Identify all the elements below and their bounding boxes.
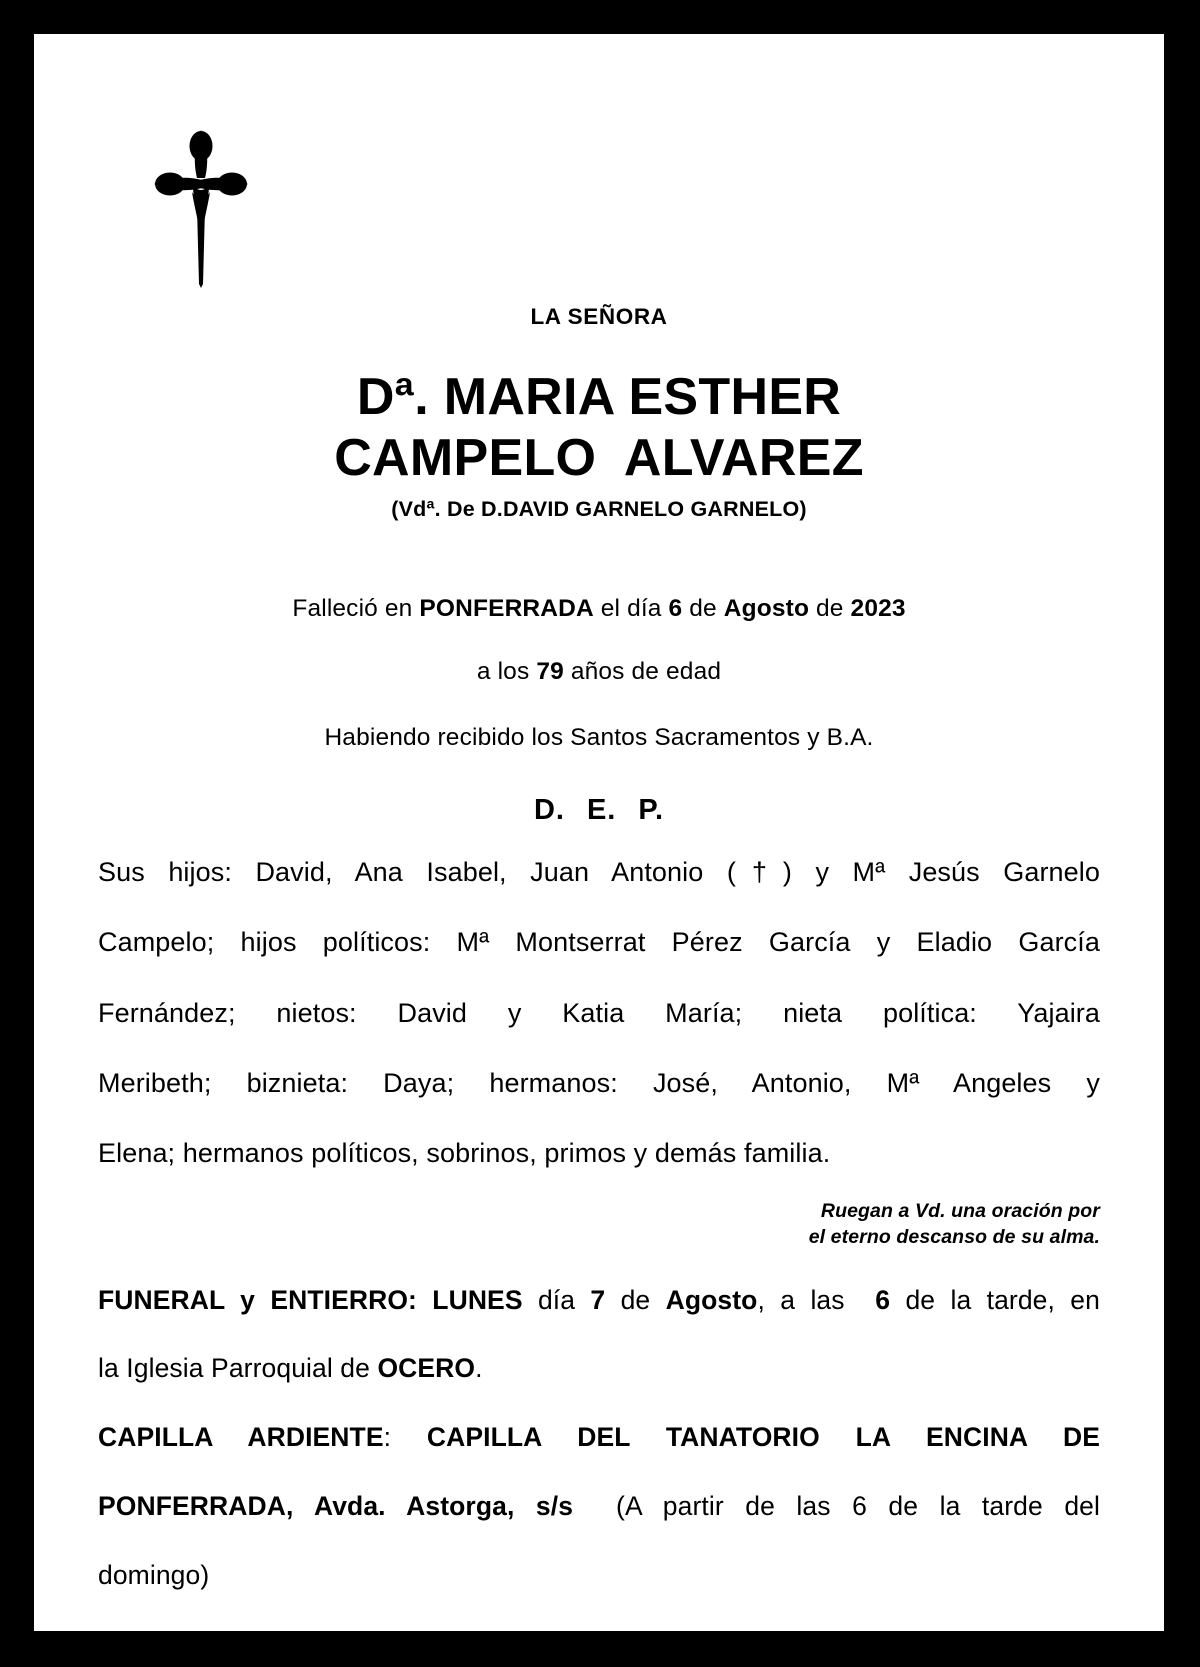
church-suffix: . — [475, 1353, 483, 1384]
mourning-house-value: PONFERRADA — [323, 1628, 517, 1659]
prayer-line-2: el eterno descanso de su alma. — [808, 1225, 1100, 1248]
dep-e: E. — [586, 794, 617, 827]
funeral-day: 7 — [590, 1284, 606, 1315]
family-line: Meribeth; biznieta: Daya; hermanos: José, Antonio, Mª Angeles y — [98, 1067, 1100, 1098]
chapel-block — [98, 1420, 1100, 1592]
death-date-line — [98, 521, 1100, 622]
cross-of-saint-james-icon — [146, 122, 256, 292]
family-line: Elena; hermanos políticos, sobrinos, primos y demás familia. — [98, 1137, 831, 1168]
mourning-house-label: CASA DOLIENTE: — [98, 1628, 324, 1659]
dep-p: P. — [638, 794, 665, 827]
funeral-block — [98, 1283, 1100, 1386]
family-line: Sus hijos: David, Ana Isabel, Juan Antonio (†) y Mª Jesús Garnelo — [98, 857, 1100, 888]
age-value: 79 — [536, 658, 564, 686]
death-year: 2023 — [850, 594, 906, 622]
church-name: OCERO — [377, 1353, 476, 1384]
sacraments-line: Habiendo recibido los Santos Sacramentos y B.A. — [324, 723, 874, 751]
family-line: Campelo; hijos políticos: Mª Montserrat Pérez García y Eladio García — [98, 927, 1100, 958]
deceased-name — [98, 367, 1100, 490]
family-paragraph — [98, 855, 1100, 1171]
death-month: Agosto — [723, 594, 810, 622]
funeral-day-prefix: día — [522, 1284, 591, 1315]
funeral-line-1 — [98, 1283, 1100, 1352]
death-day: 6 — [668, 594, 683, 622]
chapel-venue: CAPILLA DEL TANATORIO LA ENCINA DE — [426, 1421, 1100, 1452]
died-mid: el día — [593, 594, 669, 622]
age-suffix: años de edad — [563, 658, 722, 686]
age-prefix: a los — [476, 658, 537, 686]
funeral-month: Agosto — [665, 1284, 758, 1315]
deceased-name-line-2: CAMPELO ALVAREZ — [334, 428, 864, 487]
deceased-name-line-1: Dª. MARIA ESTHER — [356, 367, 842, 426]
chapel-line-1 — [98, 1420, 1100, 1489]
death-details-block — [98, 521, 1100, 826]
dep-d: D. — [533, 794, 565, 827]
chapel-line-3: domingo) — [98, 1559, 210, 1590]
prayer-line-1: Ruegan a Vd. una oración por — [820, 1200, 1100, 1223]
funeral-time: 6 — [875, 1284, 891, 1315]
funeral-time-suffix: de la tarde, en — [890, 1284, 1100, 1315]
funeral-line-2 — [98, 1351, 1100, 1385]
chapel-label-sep: : — [383, 1421, 427, 1452]
black-border-frame — [12, 12, 1186, 1659]
prayer-request — [98, 1199, 1100, 1250]
died-prefix: Falleció en — [292, 594, 420, 622]
died-month-sep: de — [682, 594, 724, 622]
chapel-line-2 — [98, 1489, 1100, 1558]
chapel-note: (A partir de las 6 de la tarde del — [573, 1490, 1100, 1521]
family-line: Fernández; nietos: David y Katia María; nieta política: Yajaira — [98, 997, 1100, 1028]
died-year-sep: de — [809, 594, 851, 622]
mourning-house-block — [98, 1626, 1100, 1660]
death-place: PONFERRADA — [419, 594, 594, 622]
funeral-time-prefix: , a las — [757, 1284, 876, 1315]
chapel-label: CAPILLA ARDIENTE — [98, 1421, 384, 1452]
widow-of-line: (Vdª. De D.DAVID GARNELO GARNELO) — [391, 497, 807, 522]
notice-page — [34, 34, 1164, 1659]
dep-line — [98, 750, 1100, 825]
funeral-month-sep: de — [605, 1284, 666, 1315]
funeral-label: FUNERAL y ENTIERRO: LUNES — [98, 1284, 523, 1315]
honorific: LA SEÑORA — [530, 304, 668, 329]
chapel-address: PONFERRADA, Avda. Astorga, s/s — [98, 1490, 574, 1521]
age-line — [98, 621, 1100, 685]
church-prefix: la Iglesia Parroquial de — [98, 1353, 378, 1384]
